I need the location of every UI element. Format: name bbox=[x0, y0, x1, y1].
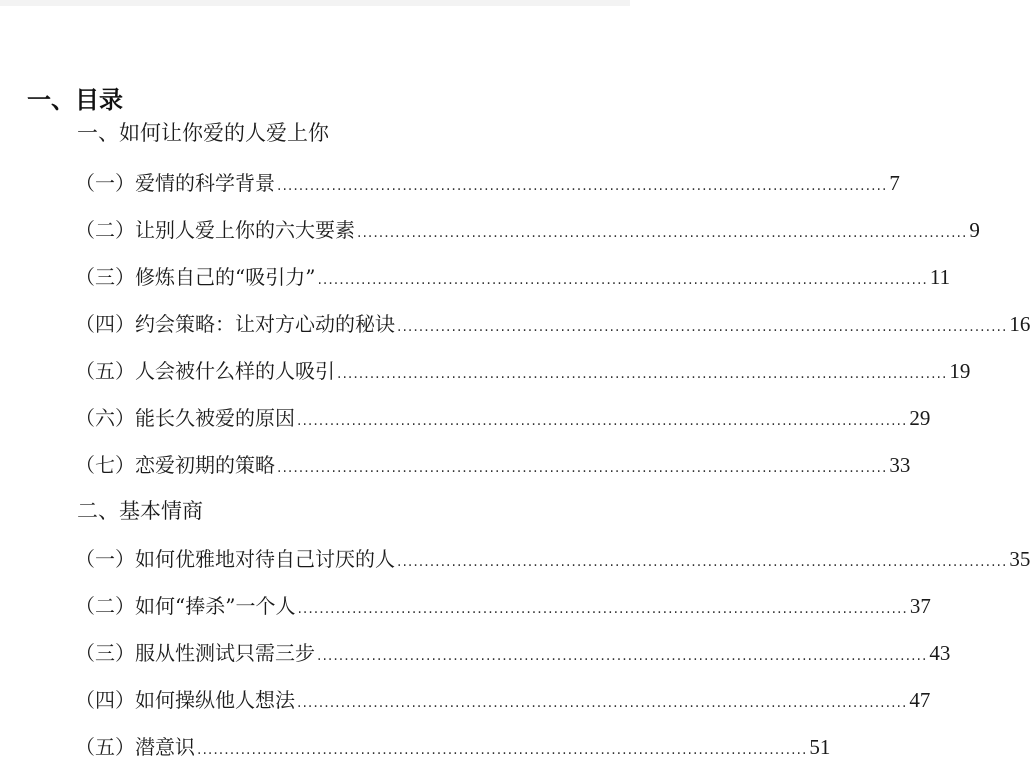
toc-entry-page: 16 bbox=[1009, 312, 1030, 336]
toc-entry[interactable] bbox=[75, 591, 931, 621]
toc-entry[interactable] bbox=[75, 544, 1030, 574]
section-title: 一、如何让你爱的人爱上你 bbox=[77, 121, 329, 145]
dot-leader: ................................................................................................................ bbox=[297, 695, 908, 711]
toc-entry-page: 33 bbox=[889, 453, 911, 477]
dot-leader: ................................................................................................................ bbox=[297, 413, 908, 429]
toc-entry-label: （五）人会被什么样的人吸引 bbox=[75, 359, 335, 383]
toc-entry-page: 47 bbox=[909, 688, 931, 712]
toc-entry-page: 51 bbox=[809, 735, 831, 759]
dot-leader: ................................................................................................................ bbox=[397, 554, 1008, 570]
toc-entry-page: 9 bbox=[969, 218, 980, 242]
toc-entry[interactable] bbox=[75, 403, 931, 433]
dot-leader: ................................................................................................................ bbox=[277, 460, 888, 476]
dot-leader: ................................................................................................................ bbox=[317, 272, 928, 288]
toc-entry[interactable] bbox=[75, 356, 971, 386]
toc-entry[interactable] bbox=[75, 638, 951, 668]
toc-entry-page: 11 bbox=[929, 265, 951, 289]
toc-entry[interactable] bbox=[75, 215, 980, 245]
toc-entry[interactable] bbox=[75, 685, 931, 715]
dot-leader: ................................................................................................................ bbox=[397, 319, 1008, 335]
toc-entry-label: （三）修炼自己的“吸引力” bbox=[75, 265, 316, 289]
toc-entry-page: 37 bbox=[909, 594, 931, 618]
toc-entry-label: （二）如何“捧杀”一个人 bbox=[75, 594, 296, 618]
toc-entry-label: （四）如何操纵他人想法 bbox=[75, 688, 295, 712]
toc-entry-page: 19 bbox=[949, 359, 971, 383]
dot-leader: ................................................................................................................ bbox=[197, 742, 808, 758]
toc-entry-label: （一）爱情的科学背景 bbox=[75, 171, 275, 195]
toc-entry[interactable] bbox=[75, 450, 911, 480]
toc-entry-page: 7 bbox=[889, 171, 900, 195]
toc-entry-label: （五）潜意识 bbox=[75, 735, 195, 759]
toc-entry-page: 35 bbox=[1009, 547, 1030, 571]
toc-entry[interactable] bbox=[75, 309, 1030, 339]
toc-entry[interactable] bbox=[75, 732, 831, 762]
toc-entry-label: （七）恋爱初期的策略 bbox=[75, 453, 275, 477]
toc-entry-page: 43 bbox=[929, 641, 951, 665]
dot-leader: ................................................................................................................ bbox=[317, 648, 928, 664]
toc-entry-label: （三）服从性测试只需三步 bbox=[75, 641, 315, 665]
section-title: 二、基本情商 bbox=[77, 499, 203, 523]
dot-leader: ................................................................................................................ bbox=[337, 366, 948, 382]
toc-entry-label: （一）如何优雅地对待自己讨厌的人 bbox=[75, 547, 395, 571]
toc-entry-page: 29 bbox=[909, 406, 931, 430]
toc-entry-label: （四）约会策略：让对方心动的秘诀 bbox=[75, 312, 395, 336]
toc-entry[interactable] bbox=[75, 168, 900, 198]
dot-leader: ................................................................................................................ bbox=[357, 225, 968, 241]
toc-entry-label: （六）能长久被爱的原因 bbox=[75, 406, 295, 430]
toc-heading: 一、目录 bbox=[27, 86, 123, 114]
dot-leader: ................................................................................................................ bbox=[297, 601, 908, 617]
toc-entry-label: （二）让别人爱上你的六大要素 bbox=[75, 218, 355, 242]
toc-entry[interactable] bbox=[75, 262, 951, 292]
dot-leader: ................................................................................................................ bbox=[277, 178, 888, 194]
